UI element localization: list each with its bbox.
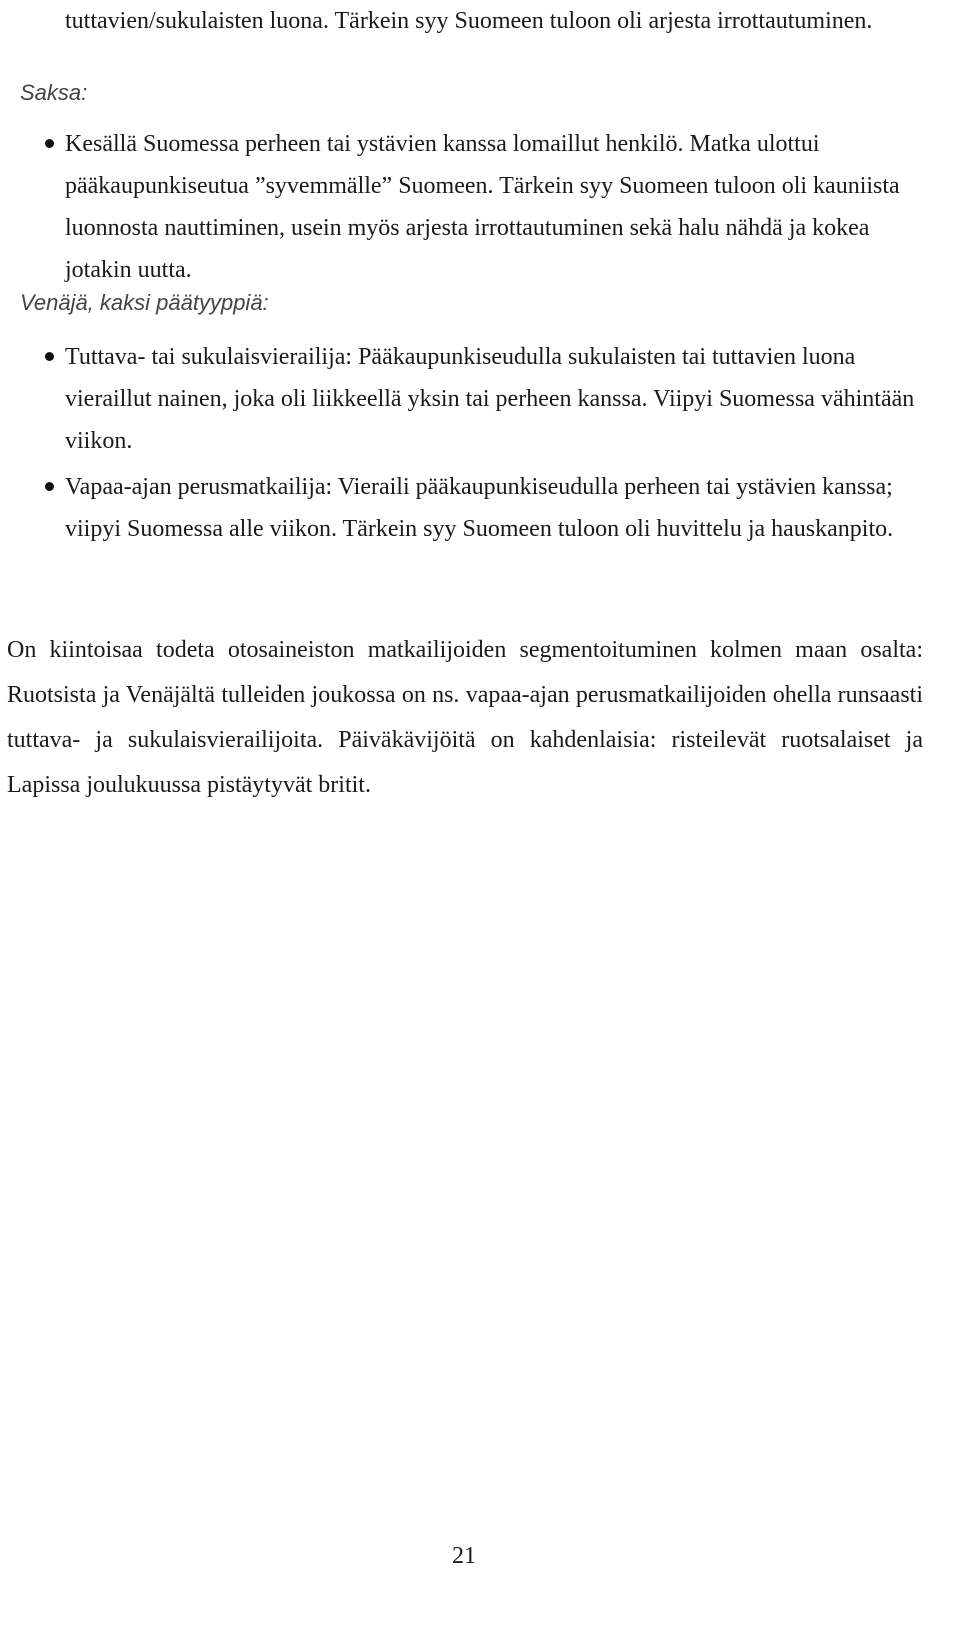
summary-paragraph: On kiintoisaa todeta otosaineiston matkailijoiden segmentoituminen kolmen maan osalta: Ruotsista ja Venäjältä tulleiden joukossa on ns. vapaa-ajan perusmatkailijoiden ohella runsaasti tuttava- ja sukulaisvierailijoita. Päiväkävijöitä on kahdenlaisia: risteilevät ruotsalaiset ja Lapissa joulukuussa pistäytyvät britit. xyxy=(7,637,923,798)
section-heading-venaja: Venäjä, kaksi päätyyppiä: xyxy=(20,290,269,315)
bullet-icon xyxy=(45,139,54,148)
list-item xyxy=(65,336,925,462)
bullet-icon xyxy=(45,352,54,361)
venaja-list xyxy=(65,336,925,550)
page-number: 21 xyxy=(452,1543,476,1569)
bullet-icon xyxy=(45,482,54,491)
list-item xyxy=(65,123,925,291)
list-item-text: Kesällä Suomessa perheen tai ystävien kanssa lomaillut henkilö. Matka ulottui pääkaupunkiseutua ”syvemmälle” Suomeen. Tärkein syy Suomeen tuloon oli kauniista luonnosta nauttiminen, usein myös arjesta irrottautuminen sekä halu nähdä ja kokea jotakin uutta. xyxy=(65,131,900,283)
list-item xyxy=(65,466,925,550)
section-heading-saksa: Saksa: xyxy=(20,80,88,105)
list-item-text: Tuttava- tai sukulaisvierailija: Pääkaupunkiseudulla sukulaisten tai tuttavien luona vieraillut nainen, joka oli liikkeellä yksin tai perheen kanssa. Viipyi Suomessa vähintään viikon. xyxy=(65,344,915,454)
continuation-text: tuttavien/sukulaisten luona. Tärkein syy Suomeen tuloon oli arjesta irrottautuminen. xyxy=(65,8,873,34)
saksa-list xyxy=(65,123,925,291)
list-item-text: Vapaa-ajan perusmatkailija: Vieraili pääkaupunkiseudulla perheen tai ystävien kanssa; viipyi Suomessa alle viikon. Tärkein syy Suomeen tuloon oli huvittelu ja hauskanpito. xyxy=(65,474,894,542)
